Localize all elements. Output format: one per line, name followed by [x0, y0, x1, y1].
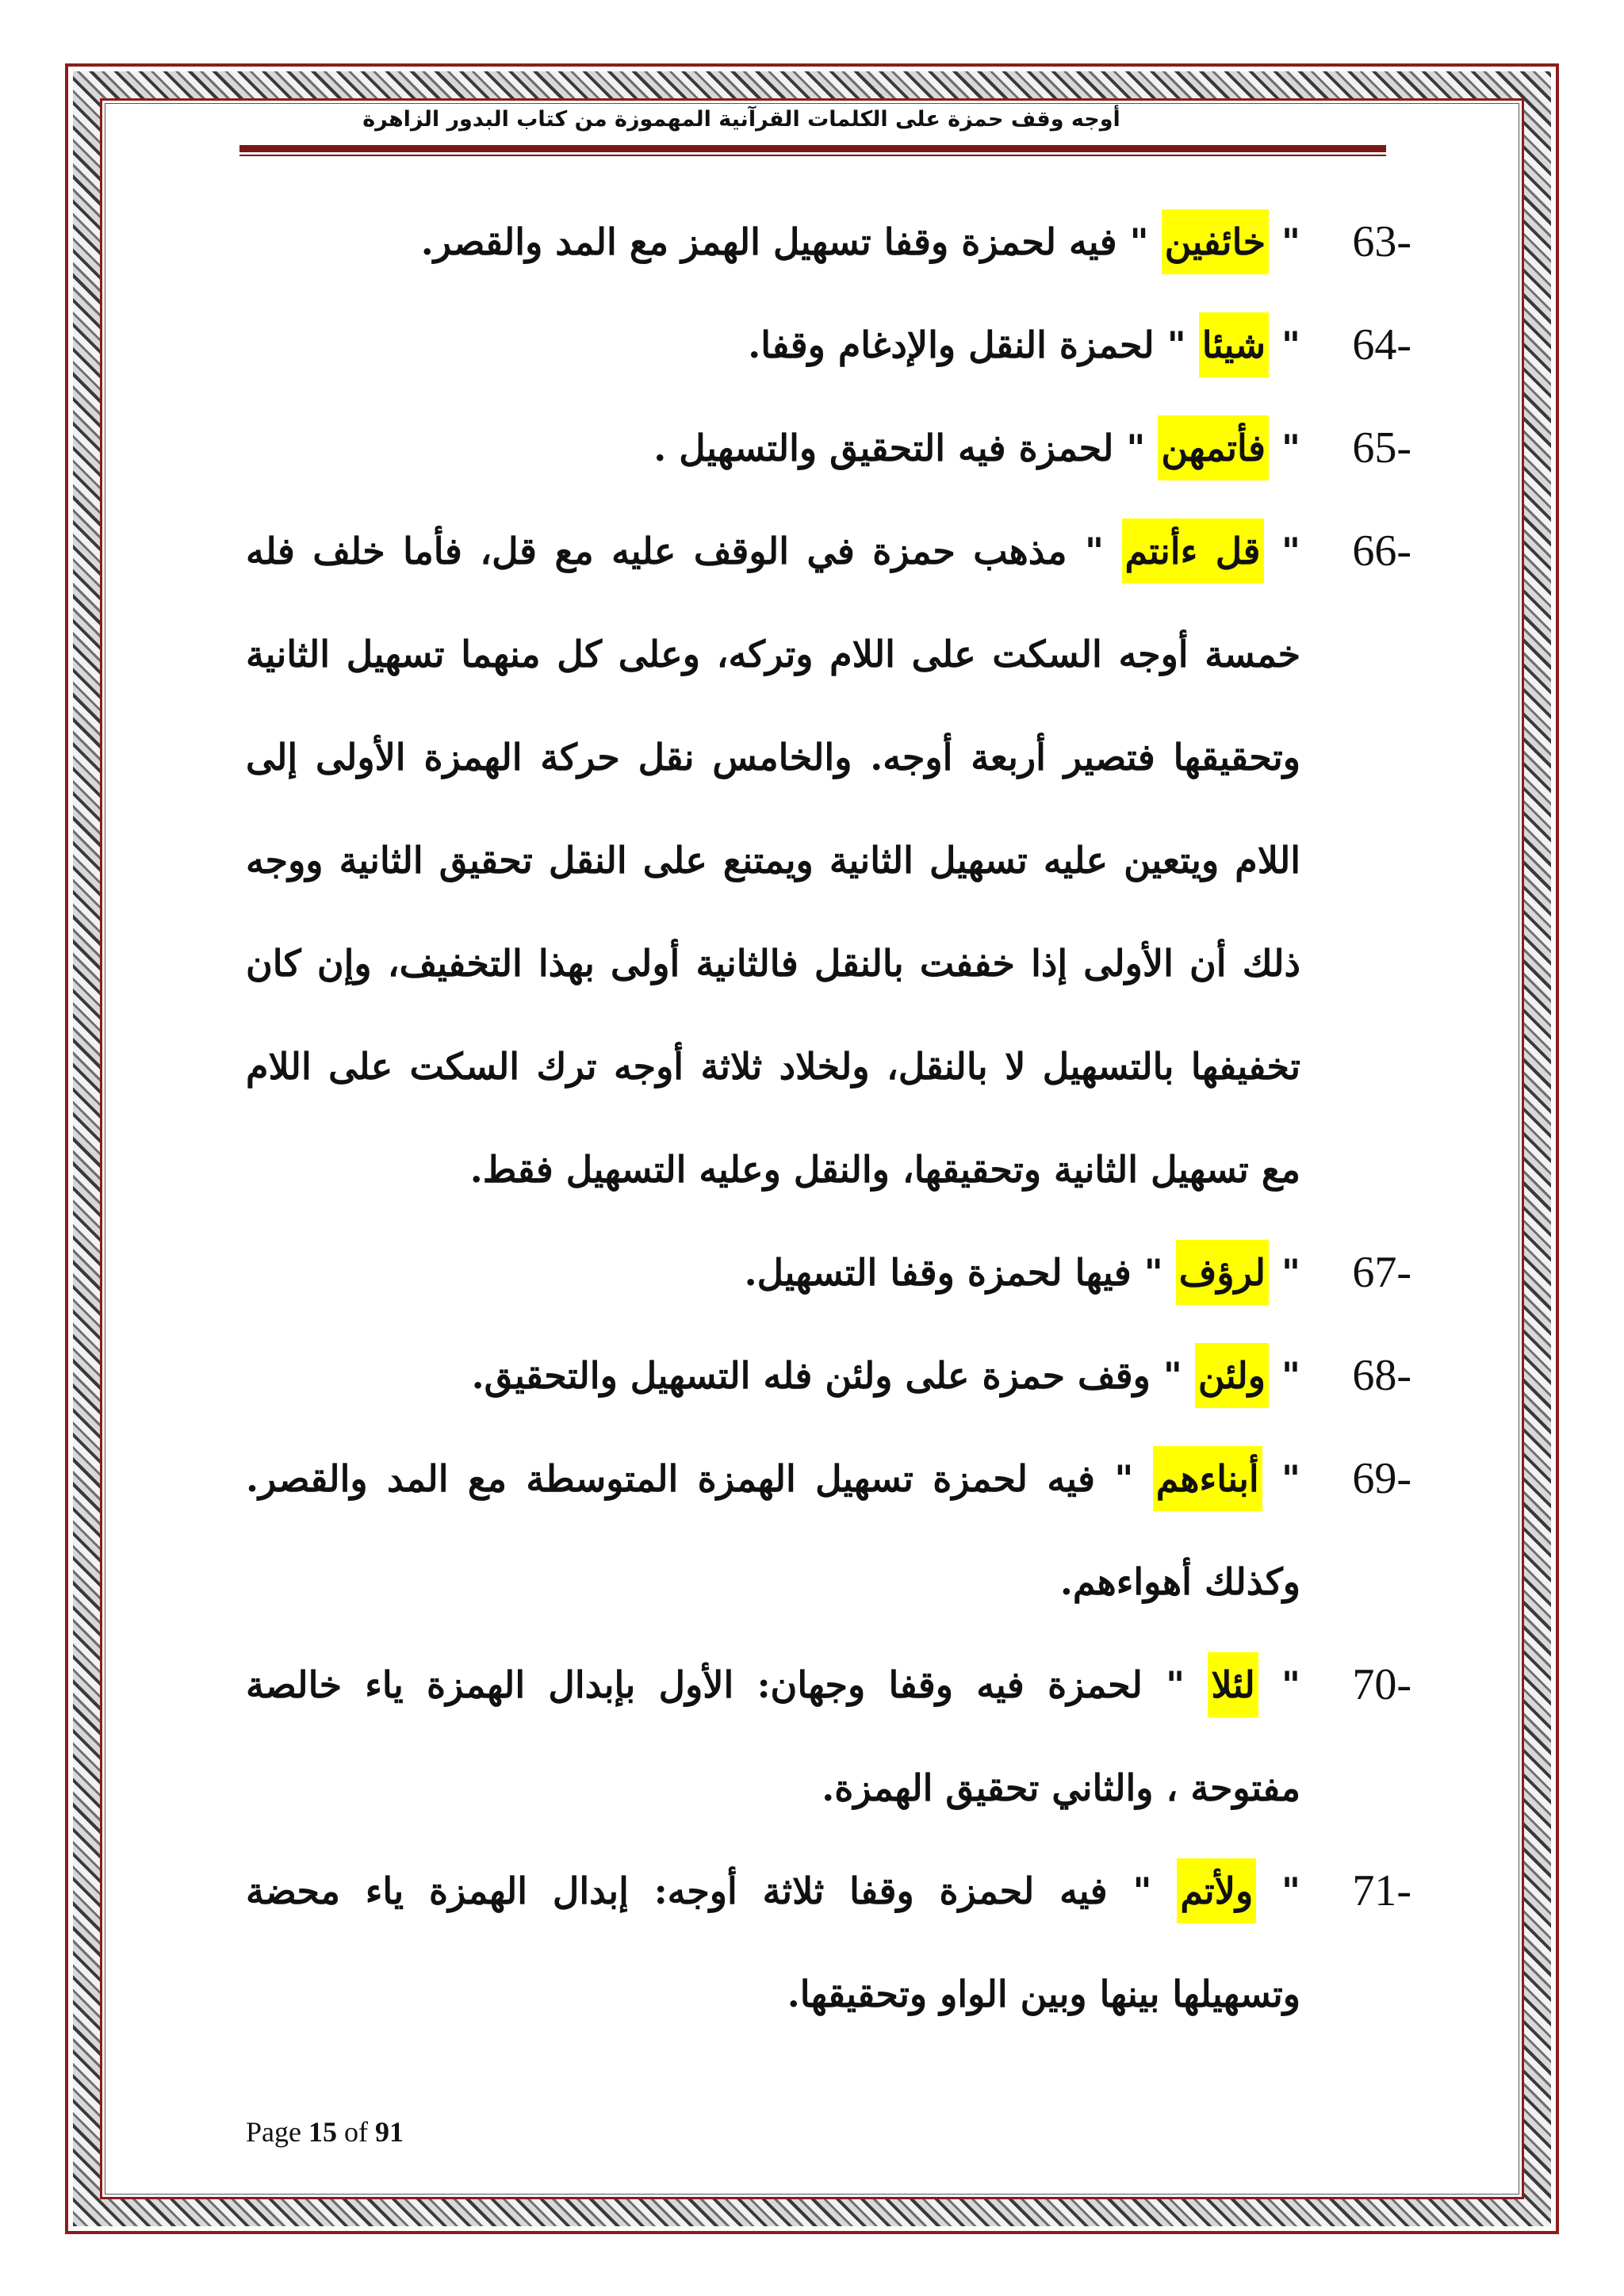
- highlighted-keyword: ولئن: [1195, 1343, 1269, 1408]
- highlighted-keyword: لرؤف: [1176, 1240, 1269, 1305]
- page-body: [246, 190, 1411, 2045]
- entry-64: [246, 293, 1411, 396]
- entry-text-block: " أبناءهم " فيه لحمزة تسهيل الهمزة المتوسطة مع المد والقصر. وكذلك أهواءهم.: [246, 1427, 1300, 1633]
- entry-70: [246, 1633, 1411, 1839]
- entry-text-block: " شيئا " لحمزة النقل والإدغام وقفا.: [246, 293, 1300, 396]
- entry-68: [246, 1324, 1411, 1427]
- highlighted-keyword: أبناءهم: [1153, 1446, 1262, 1511]
- entry-text: لحمزة فيه التحقيق والتسهيل .: [653, 427, 1114, 469]
- entry-text: لحمزة النقل والإدغام وقفا.: [748, 323, 1155, 366]
- entry-text: فيه لحمزة وقفا تسهيل الهمز مع المد والقصر.: [420, 220, 1117, 263]
- highlighted-keyword: ولأتم: [1177, 1858, 1256, 1923]
- of-word: of: [343, 2116, 368, 2148]
- entry-text-block: " قل ءأنتم " مذهب حمزة في الوقف عليه مع قل، فأما خلف فله خمسة أوجه السكت على اللام وتركه، وعلى كل منهما تسهيل الثانية وتحقيقها فتصير أربعة أوجه. والخامس نقل حركة الهمزة الأولى إلى اللام ويتعين عليه تسهيل الثانية ويمتنع على النقل تحقيق الثانية ووجه ذلك أن الأولى إذا خففت بالنقل فالثانية أولى بهذا التخفيف، وإن كان تخفيفها بالتسهيل لا بالنقل، ولخلاد ثلاثة أوجه ترك السكت على اللام مع تسهيل الثانية وتحقيقها، والنقل وعليه التسهيل فقط.: [246, 499, 1300, 1221]
- entry-text: مذهب حمزة في الوقف عليه مع قل، فأما خلف فله خمسة أوجه السكت على اللام وتركه، وعلى كل منهما تسهيل الثانية وتحقيقها فتصير أربعة أوجه. والخامس نقل حركة الهمزة الأولى إلى اللام ويتعين عليه تسهيل الثانية ويمتنع على النقل تحقيق الثانية ووجه ذلك أن الأولى إذا خففت بالنقل فالثانية أولى بهذا التخفيف، وإن كان تخفيفها بالتسهيل لا بالنقل، ولخلاد ثلاثة أوجه ترك السكت على اللام مع تسهيل الثانية وتحقيقها، والنقل وعليه التسهيل فقط.: [246, 530, 1300, 1191]
- running-header: أوجه وقف حمزة على الكلمات القرآنية المهموزة من كتاب البدور الزاهرة: [362, 107, 1120, 132]
- entry-66: [246, 499, 1411, 1221]
- entry-text: وقف حمزة على ولئن فله التسهيل والتحقيق.: [471, 1354, 1151, 1397]
- entry-text: فيه لحمزة تسهيل الهمزة المتوسطة مع المد والقصر. وكذلك أهواءهم.: [246, 1457, 1300, 1603]
- entry-67: [246, 1221, 1411, 1324]
- entry-number: 64-: [1352, 320, 1411, 369]
- entry-number: 71-: [1352, 1866, 1411, 1915]
- entry-number: 63-: [1352, 217, 1411, 266]
- entry-number: 70-: [1352, 1660, 1411, 1709]
- total-pages: 91: [374, 2116, 404, 2148]
- entry-number: 67-: [1352, 1248, 1411, 1297]
- page-footer: [246, 2115, 404, 2149]
- highlighted-keyword: شيئا: [1199, 312, 1269, 377]
- entry-text: لحمزة فيه وقفا وجهان: الأول بإبدال الهمزة ياء خالصة مفتوحة ، والثاني تحقيق الهمزة.: [246, 1663, 1300, 1809]
- entry-number: 65-: [1352, 423, 1411, 473]
- entry-text-block: " ولأتم " فيه لحمزة وقفا ثلاثة أوجه: إبدال الهمزة ياء محضة وتسهيلها بينها وبين الواو وتحقيقها.: [246, 1839, 1300, 2045]
- entry-number: 69-: [1352, 1454, 1411, 1503]
- highlighted-keyword: لئلا: [1208, 1652, 1258, 1717]
- entry-text-block: " لرؤف " فيها لحمزة وقفا التسهيل.: [246, 1221, 1300, 1324]
- entry-63: [246, 190, 1411, 293]
- entry-number: 68-: [1352, 1351, 1411, 1400]
- entry-71: [246, 1839, 1411, 2045]
- page-number: 15: [308, 2116, 337, 2148]
- header-divider-thin: [239, 155, 1386, 156]
- highlighted-keyword: قل ءأنتم: [1122, 519, 1264, 584]
- entry-text-block: " لئلا " لحمزة فيه وقفا وجهان: الأول بإبدال الهمزة ياء خالصة مفتوحة ، والثاني تحقيق الهمزة.: [246, 1633, 1300, 1839]
- page-word: Page: [246, 2116, 301, 2148]
- highlighted-keyword: خائفين: [1162, 209, 1269, 274]
- entry-text-block: " خائفين " فيه لحمزة وقفا تسهيل الهمز مع المد والقصر.: [246, 190, 1300, 293]
- entry-text-block: " فأتمهن " لحمزة فيه التحقيق والتسهيل .: [246, 396, 1300, 499]
- entry-69: [246, 1427, 1411, 1633]
- entry-text-block: " ولئن " وقف حمزة على ولئن فله التسهيل والتحقيق.: [246, 1324, 1300, 1427]
- entry-text: فيه لحمزة وقفا ثلاثة أوجه: إبدال الهمزة ياء محضة وتسهيلها بينها وبين الواو وتحقيقها.: [246, 1869, 1300, 2015]
- header-divider: [239, 145, 1386, 152]
- entry-text: فيها لحمزة وقفا التسهيل.: [744, 1251, 1132, 1294]
- entry-65: [246, 396, 1411, 499]
- entry-number: 66-: [1352, 526, 1411, 576]
- highlighted-keyword: فأتمهن: [1158, 415, 1269, 480]
